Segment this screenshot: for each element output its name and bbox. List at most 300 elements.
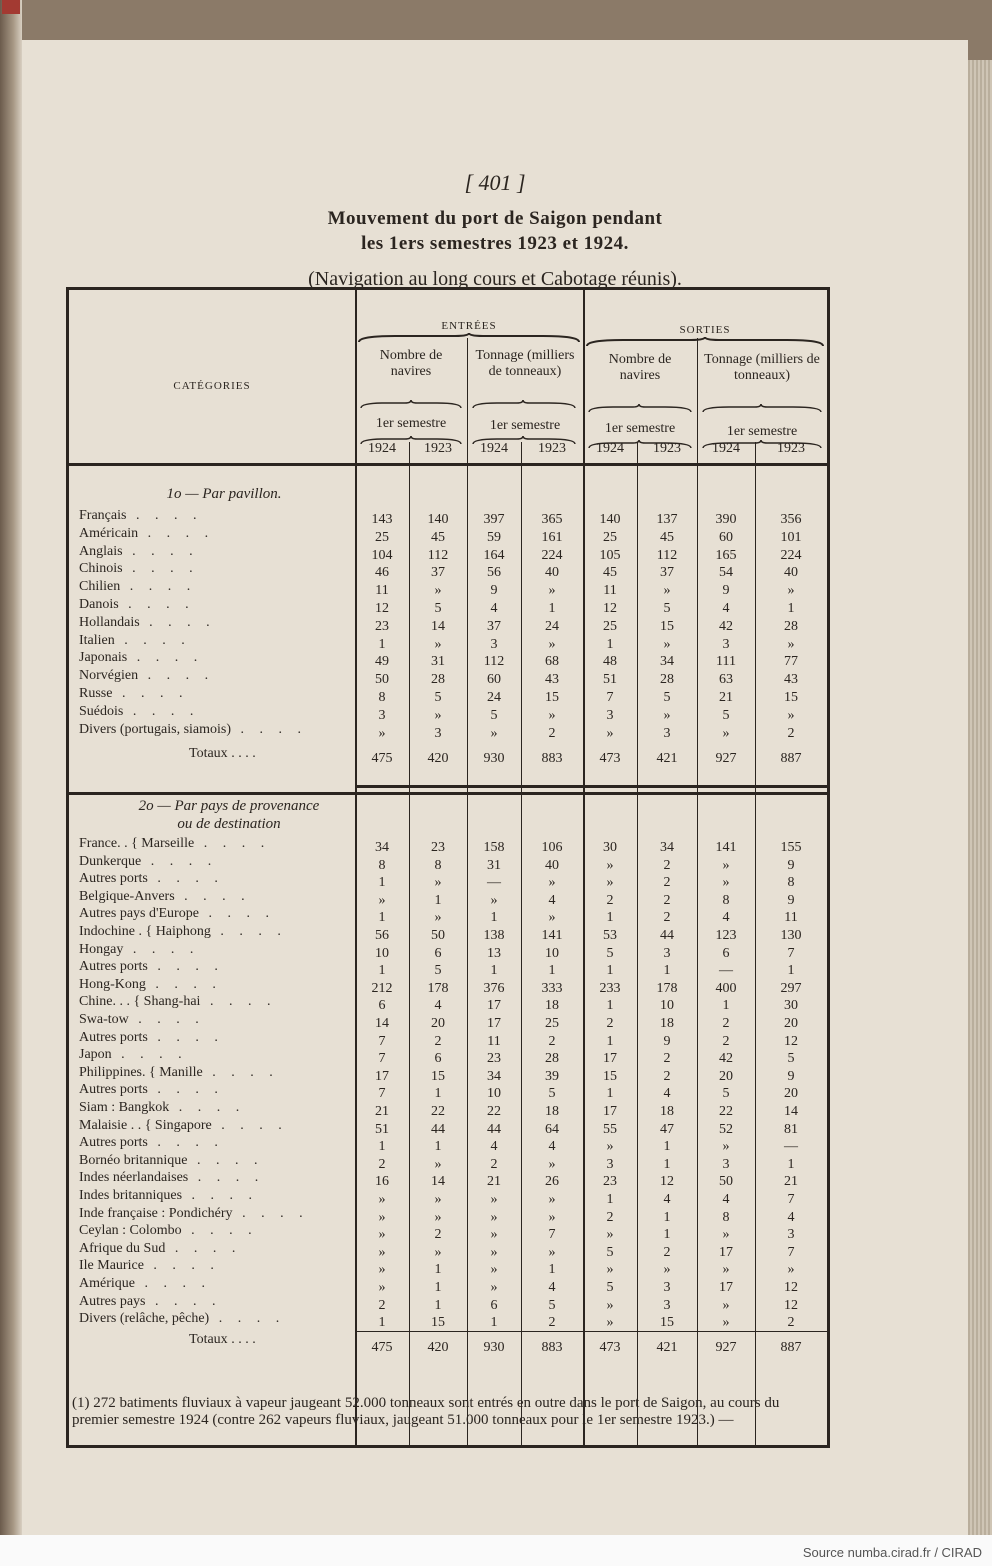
table-cell: 15 xyxy=(784,690,798,705)
table-cell: 52 xyxy=(719,1121,733,1137)
table-cell: » xyxy=(606,1297,614,1313)
table-cell: 23 xyxy=(603,1174,617,1190)
table-cell: 1 xyxy=(663,963,671,979)
table-cell: 28 xyxy=(431,672,445,688)
table-cell: 59 xyxy=(487,529,501,545)
total-cell: 930 xyxy=(483,1340,505,1355)
table-cell: 178 xyxy=(656,980,678,996)
table-cell: 9 xyxy=(722,583,730,599)
leader-dots: . . . . xyxy=(134,1276,211,1291)
total-cell: 421 xyxy=(656,1340,678,1355)
table-cell: 40 xyxy=(784,565,798,581)
table-cell: » xyxy=(548,636,556,652)
table-cell: 5 xyxy=(787,1051,795,1067)
row-label-text: Divers (portugais, siamois) xyxy=(79,721,232,737)
table-cell: 3 xyxy=(722,1156,730,1172)
leader-dots: . . . . xyxy=(145,1293,222,1309)
row-label xyxy=(79,561,199,577)
table-cell: 10 xyxy=(545,945,559,961)
row-label-text: Autres ports xyxy=(79,959,148,975)
table-cell: 7 xyxy=(378,1033,386,1049)
leader-dots: . . . . xyxy=(143,1258,220,1274)
table-cell: 7 xyxy=(548,1227,556,1243)
leader-dots: . . . . xyxy=(145,976,222,992)
table-cell: » xyxy=(434,1209,442,1225)
leader-dots: . . . . xyxy=(111,1047,188,1063)
leader-dots: . . . . xyxy=(169,1100,246,1115)
table-cell: 105 xyxy=(599,547,621,563)
table-cell: 5 xyxy=(548,1086,556,1102)
leader-dots: . . . . xyxy=(147,871,224,887)
table-cell: » xyxy=(490,892,498,908)
row-label-text: Russe xyxy=(79,686,113,701)
table-cell: » xyxy=(434,707,442,723)
table-cell: 50 xyxy=(375,672,389,688)
table-cell: » xyxy=(548,707,556,723)
row-label-text: Dunkerque xyxy=(79,853,142,869)
row-label xyxy=(79,854,217,870)
leader-dots: . . . . xyxy=(147,1082,224,1098)
table-cell: 11 xyxy=(375,583,389,599)
table-cell: » xyxy=(787,583,795,599)
title-line-2: les 1ers semestres 1923 et 1924. xyxy=(361,233,629,254)
row-label xyxy=(79,1311,285,1327)
table-cell: 5 xyxy=(434,963,442,979)
table-cell: 1 xyxy=(434,1139,442,1155)
table-cell: 143 xyxy=(371,512,393,527)
table-cell: 2 xyxy=(663,892,671,908)
subtitle: (Navigation au long cours et Cabotage réunis). xyxy=(308,268,682,290)
row-label-text: Japon xyxy=(79,1047,112,1063)
table-cell: » xyxy=(378,892,386,908)
table-cell: 44 xyxy=(660,928,674,943)
table-cell: 20 xyxy=(784,1016,798,1031)
row-label-text: Inde française : Pondichéry xyxy=(79,1205,233,1221)
table-cell: » xyxy=(722,1315,730,1331)
table-cell: 112 xyxy=(656,547,678,563)
row-label xyxy=(79,1135,224,1151)
table-cell: 6 xyxy=(378,998,386,1014)
table-cell: 1 xyxy=(378,910,386,926)
row-label xyxy=(79,1118,288,1134)
table-cell: 18 xyxy=(660,1104,674,1119)
table-cell: 17 xyxy=(603,1104,617,1119)
table-cell: 23 xyxy=(487,1051,501,1067)
row-label xyxy=(79,1153,263,1169)
year-header: 1923 xyxy=(538,441,566,456)
table-cell: 7 xyxy=(787,945,795,961)
table-cell: 20 xyxy=(431,1016,445,1031)
table-cell: 11 xyxy=(784,910,798,926)
table-cell: 1 xyxy=(606,998,614,1014)
table-cell: » xyxy=(434,910,442,926)
table-cell: 16 xyxy=(375,1174,389,1190)
statistics-table xyxy=(66,287,830,1448)
row-label xyxy=(79,597,195,613)
table-cell: 12 xyxy=(784,1033,798,1049)
section-1-title: 1o — Par pavillon. xyxy=(166,486,282,502)
table-cell: 101 xyxy=(780,529,802,545)
leader-dots: . . . . xyxy=(126,508,203,523)
row-label xyxy=(79,704,199,720)
table-cell: » xyxy=(548,1244,556,1260)
row-label-text: Divers (relâche, pêche) xyxy=(79,1311,210,1327)
table-cell: 1 xyxy=(548,1262,556,1278)
table-cell: » xyxy=(378,1209,386,1225)
leader-dots: . . . . xyxy=(194,836,271,851)
header-nombre-entrees: Nombre de navires xyxy=(379,348,443,379)
table-cell: » xyxy=(490,1209,498,1225)
table-cell: 8 xyxy=(787,875,795,891)
leader-dots: . . . . xyxy=(141,853,218,869)
table-cell: 14 xyxy=(784,1104,798,1119)
table-cell: 48 xyxy=(603,654,617,670)
total-cell: 887 xyxy=(780,1340,802,1355)
table-cell: » xyxy=(722,875,730,891)
table-cell: 1 xyxy=(606,910,614,926)
table-cell: 7 xyxy=(787,1192,795,1207)
table-cell: 4 xyxy=(548,892,556,908)
row-label xyxy=(79,1223,258,1239)
table-cell: 1 xyxy=(490,1315,498,1331)
table-cell: 17 xyxy=(487,998,501,1014)
table-cell: 44 xyxy=(431,1121,445,1137)
total-cell: 887 xyxy=(780,751,802,766)
table-cell: 138 xyxy=(483,928,505,943)
table-cell: 2 xyxy=(606,1209,614,1225)
table-cell: 1 xyxy=(606,1033,614,1049)
table-cell: 224 xyxy=(541,547,563,563)
table-cell: 24 xyxy=(545,618,559,634)
table-cell: 104 xyxy=(371,547,393,563)
table-cell: 25 xyxy=(603,529,617,545)
table-cell: » xyxy=(663,636,671,652)
row-label xyxy=(79,906,275,922)
table-cell: 2 xyxy=(490,1156,498,1172)
table-cell: » xyxy=(490,1262,498,1278)
table-cell: 22 xyxy=(431,1104,445,1119)
row-label-text: Chinois xyxy=(79,561,123,577)
table-cell: 22 xyxy=(487,1104,501,1119)
row-label-text: Swa-tow xyxy=(79,1012,129,1027)
table-cell: 31 xyxy=(487,857,501,873)
table-cell: 7 xyxy=(787,1244,795,1260)
table-cell: 5 xyxy=(548,1297,556,1313)
table-cell: 376 xyxy=(483,980,505,996)
table-cell: 28 xyxy=(660,672,674,688)
table-cell: 123 xyxy=(715,928,737,943)
table-cell: 44 xyxy=(487,1121,501,1137)
table-cell: 15 xyxy=(603,1068,617,1084)
table-cell: » xyxy=(548,1192,556,1207)
footnote: (1) 272 batiments fluviaux à vapeur jaugeant 52.000 tonneaux sont entrés en outre dans le port de Saigon, au cours du premier semestre 1924 (contre 262 vapeurs fluviaux, jaugeant 51.000 tonneaux pour le 1er semestre 1923.) — xyxy=(72,1395,780,1428)
row-label-text: Ile Maurice xyxy=(79,1258,144,1274)
table-cell: 12 xyxy=(603,601,617,616)
column-divider xyxy=(755,442,756,1445)
table-cell: 9 xyxy=(490,583,498,599)
table-cell: 54 xyxy=(719,565,733,581)
table-cell: » xyxy=(490,1227,498,1243)
table-cell: 18 xyxy=(545,998,559,1014)
row-label xyxy=(79,579,196,595)
table-cell: 1 xyxy=(434,1297,442,1313)
row-label xyxy=(79,1100,245,1116)
row-label xyxy=(79,924,287,940)
table-cell: — xyxy=(487,875,501,891)
table-cell: 56 xyxy=(375,928,389,943)
table-cell: 28 xyxy=(545,1051,559,1067)
table-cell: 40 xyxy=(545,857,559,873)
total-cell: 927 xyxy=(715,751,737,766)
section-divider-rule xyxy=(69,792,827,795)
table-cell: 43 xyxy=(784,672,798,688)
table-cell: 1 xyxy=(378,963,386,979)
table-cell: 15 xyxy=(431,1068,445,1084)
leader-dots: . . . . xyxy=(138,668,215,684)
table-cell: 40 xyxy=(545,565,559,581)
table-cell: 2 xyxy=(548,1315,556,1331)
leader-dots: . . . . xyxy=(118,597,195,612)
table-cell: 212 xyxy=(371,980,393,996)
table-cell: » xyxy=(378,1244,386,1260)
table-cell: 1 xyxy=(378,1139,386,1155)
table-cell: 46 xyxy=(375,565,389,581)
table-cell: 51 xyxy=(603,672,617,688)
table-cell: 365 xyxy=(541,512,563,527)
table-cell: 140 xyxy=(599,512,621,527)
table-cell: 15 xyxy=(660,618,674,634)
row-label xyxy=(79,959,224,975)
table-cell: 2 xyxy=(606,1016,614,1031)
total-label-text: Totaux xyxy=(189,746,228,761)
row-label-text: Autres ports xyxy=(79,871,148,887)
table-cell: 6 xyxy=(434,945,442,961)
table-cell: 13 xyxy=(487,945,501,961)
table-cell: » xyxy=(722,1262,730,1278)
leader-dots: . . . . xyxy=(200,994,277,1010)
table-cell: 81 xyxy=(784,1121,798,1137)
table-cell: — xyxy=(719,963,733,979)
left-page-binding xyxy=(0,0,22,1535)
table-cell: 3 xyxy=(663,725,671,741)
row-label xyxy=(79,544,199,560)
table-cell: 77 xyxy=(784,654,798,670)
table-cell: 400 xyxy=(715,980,737,996)
table-cell: » xyxy=(663,1262,671,1278)
leader-dots: . . . . xyxy=(127,650,204,666)
total-cell: 420 xyxy=(427,1340,449,1355)
row-label-text: Bornéo britannique xyxy=(79,1152,188,1168)
table-cell: » xyxy=(378,1227,386,1243)
header-entrees: ENTRÉES xyxy=(441,320,497,332)
table-cell: » xyxy=(606,1227,614,1243)
table-cell: 17 xyxy=(719,1280,733,1295)
table-cell: 4 xyxy=(722,910,730,926)
total-cell: 421 xyxy=(656,751,678,766)
table-cell: 2 xyxy=(722,1016,730,1031)
leader-dots: . . . . xyxy=(112,686,189,701)
table-cell: 7 xyxy=(378,1051,386,1067)
leader-dots: . . . . xyxy=(128,1012,205,1027)
row-label-text: Hongay xyxy=(79,941,124,957)
table-cell: 4 xyxy=(663,1086,671,1102)
row-label-text: Indes néerlandaises xyxy=(79,1170,189,1186)
row-label-text: Autres pays d'Europe xyxy=(79,906,199,922)
row-label xyxy=(79,1012,205,1028)
header-nombre-sorties: Nombre de navires xyxy=(608,352,672,383)
title-line-1: Mouvement du port de Saigon pendant xyxy=(327,208,663,229)
row-label xyxy=(79,1082,224,1098)
table-cell: 56 xyxy=(487,565,501,581)
leader-dots: . . . . xyxy=(198,906,275,922)
source-credit: Source numba.cirad.fr / CIRAD xyxy=(802,1545,982,1560)
table-cell: 1 xyxy=(378,875,386,891)
table-cell: 8 xyxy=(722,1209,730,1225)
table-cell: » xyxy=(490,1280,498,1295)
row-label-text: Hollandais xyxy=(79,614,140,630)
table-cell: 37 xyxy=(660,565,674,581)
row-label xyxy=(79,1294,222,1310)
header-tonnage-sorties: Tonnage (milliers de tonneaux) xyxy=(704,352,820,383)
table-cell: » xyxy=(722,1139,730,1155)
table-cell: » xyxy=(490,725,498,741)
table-cell: 9 xyxy=(787,892,795,908)
table-cell: 1 xyxy=(548,963,556,979)
total-label-text: Totaux xyxy=(189,1332,228,1347)
table-cell: 1 xyxy=(434,892,442,908)
table-cell: 1 xyxy=(434,1280,442,1295)
table-cell: 68 xyxy=(545,654,559,670)
table-cell: » xyxy=(378,1262,386,1278)
row-label xyxy=(79,633,191,649)
row-label xyxy=(79,615,216,631)
table-cell: 1 xyxy=(787,601,795,616)
table-cell: 5 xyxy=(722,1086,730,1102)
table-cell: 50 xyxy=(719,1174,733,1190)
row-label-text: Philippines. { Manille xyxy=(79,1064,203,1080)
table-cell: » xyxy=(722,725,730,741)
table-cell: — xyxy=(784,1139,798,1155)
semestre-label: 1er semestre xyxy=(726,424,798,439)
section-2-total-label: Totaux . . . . xyxy=(189,1332,256,1347)
table-cell: 12 xyxy=(660,1174,674,1190)
leader-dots: . . . . xyxy=(181,1223,258,1239)
table-cell: » xyxy=(548,875,556,891)
leader-dots: . . . . xyxy=(147,959,224,975)
table-cell: » xyxy=(663,707,671,723)
table-cell: 140 xyxy=(427,512,449,527)
leader-dots: . . . . xyxy=(122,543,199,559)
header-tonnage-entrees: Tonnage (milliers de tonneaux) xyxy=(475,348,575,379)
table-cell: 112 xyxy=(483,654,505,670)
table-cell: 12 xyxy=(375,601,389,616)
table-cell: 390 xyxy=(715,512,737,527)
table-cell: 1 xyxy=(663,1227,671,1243)
leader-dots: . . . . xyxy=(122,561,199,577)
table-cell: 1 xyxy=(663,1209,671,1225)
table-cell: 178 xyxy=(427,980,449,996)
table-cell: 333 xyxy=(541,980,563,996)
table-cell: 50 xyxy=(431,928,445,943)
table-cell: 5 xyxy=(606,945,614,961)
row-label xyxy=(79,650,203,666)
table-cell: 3 xyxy=(606,707,614,723)
table-cell: » xyxy=(787,707,795,723)
row-label xyxy=(79,1170,264,1186)
table-cell: 3 xyxy=(490,636,498,652)
total-cell: 475 xyxy=(371,1340,393,1355)
table-cell: 4 xyxy=(787,1209,795,1225)
table-cell: 21 xyxy=(375,1104,389,1119)
table-cell: 2 xyxy=(787,725,795,741)
row-label xyxy=(79,1206,309,1222)
table-cell: 1 xyxy=(606,1086,614,1102)
table-cell: 14 xyxy=(375,1016,389,1031)
table-cell: 3 xyxy=(663,1297,671,1313)
table-cell: 45 xyxy=(431,529,445,545)
table-cell: 161 xyxy=(541,529,563,545)
table-cell: 11 xyxy=(487,1033,501,1049)
table-cell: 31 xyxy=(431,654,445,670)
leader-dots: . . . . xyxy=(232,1205,309,1221)
leader-dots: . . . . xyxy=(147,1029,224,1045)
row-label-text: Amérique xyxy=(79,1276,135,1291)
table-cell: 106 xyxy=(541,840,563,855)
table-cell: 63 xyxy=(719,672,733,688)
table-cell: 9 xyxy=(787,1068,795,1084)
year-header: 1924 xyxy=(368,441,396,456)
table-cell: 10 xyxy=(487,1086,501,1102)
total-cell: 473 xyxy=(599,1340,621,1355)
leader-dots: . . . . xyxy=(123,703,200,719)
table-cell: 164 xyxy=(483,547,505,563)
table-cell: 17 xyxy=(719,1244,733,1260)
table-cell: 34 xyxy=(375,840,389,855)
table-cell: » xyxy=(434,1244,442,1260)
row-label-text: Ceylan : Colombo xyxy=(79,1223,182,1239)
table-cell: 2 xyxy=(378,1156,386,1172)
table-cell: 21 xyxy=(784,1174,798,1190)
table-cell: 3 xyxy=(663,945,671,961)
total-cell: 475 xyxy=(371,751,393,766)
row-label xyxy=(79,1188,258,1204)
table-cell: 18 xyxy=(660,1016,674,1031)
table-cell: 20 xyxy=(719,1068,733,1084)
table-cell: 2 xyxy=(663,1051,671,1067)
table-cell: » xyxy=(434,1156,442,1172)
table-cell: » xyxy=(548,583,556,599)
row-label xyxy=(79,1276,211,1292)
row-label xyxy=(79,508,202,524)
book-page xyxy=(22,40,968,1535)
table-cell: 2 xyxy=(606,892,614,908)
table-cell: 137 xyxy=(656,512,678,527)
table-cell: 2 xyxy=(663,1244,671,1260)
column-divider xyxy=(521,442,522,1445)
table-cell: 60 xyxy=(487,672,501,688)
leader-dots: . . . . xyxy=(202,1064,279,1080)
table-cell: 45 xyxy=(660,529,674,545)
table-cell: 1 xyxy=(663,1156,671,1172)
row-label xyxy=(79,1241,241,1257)
total-cell: 930 xyxy=(483,751,505,766)
total-cell: 883 xyxy=(541,1340,563,1355)
table-cell: 12 xyxy=(784,1280,798,1295)
table-cell: 5 xyxy=(434,690,442,705)
table-cell: 34 xyxy=(487,1068,501,1084)
table-cell: » xyxy=(722,857,730,873)
table-cell: 55 xyxy=(603,1121,617,1137)
